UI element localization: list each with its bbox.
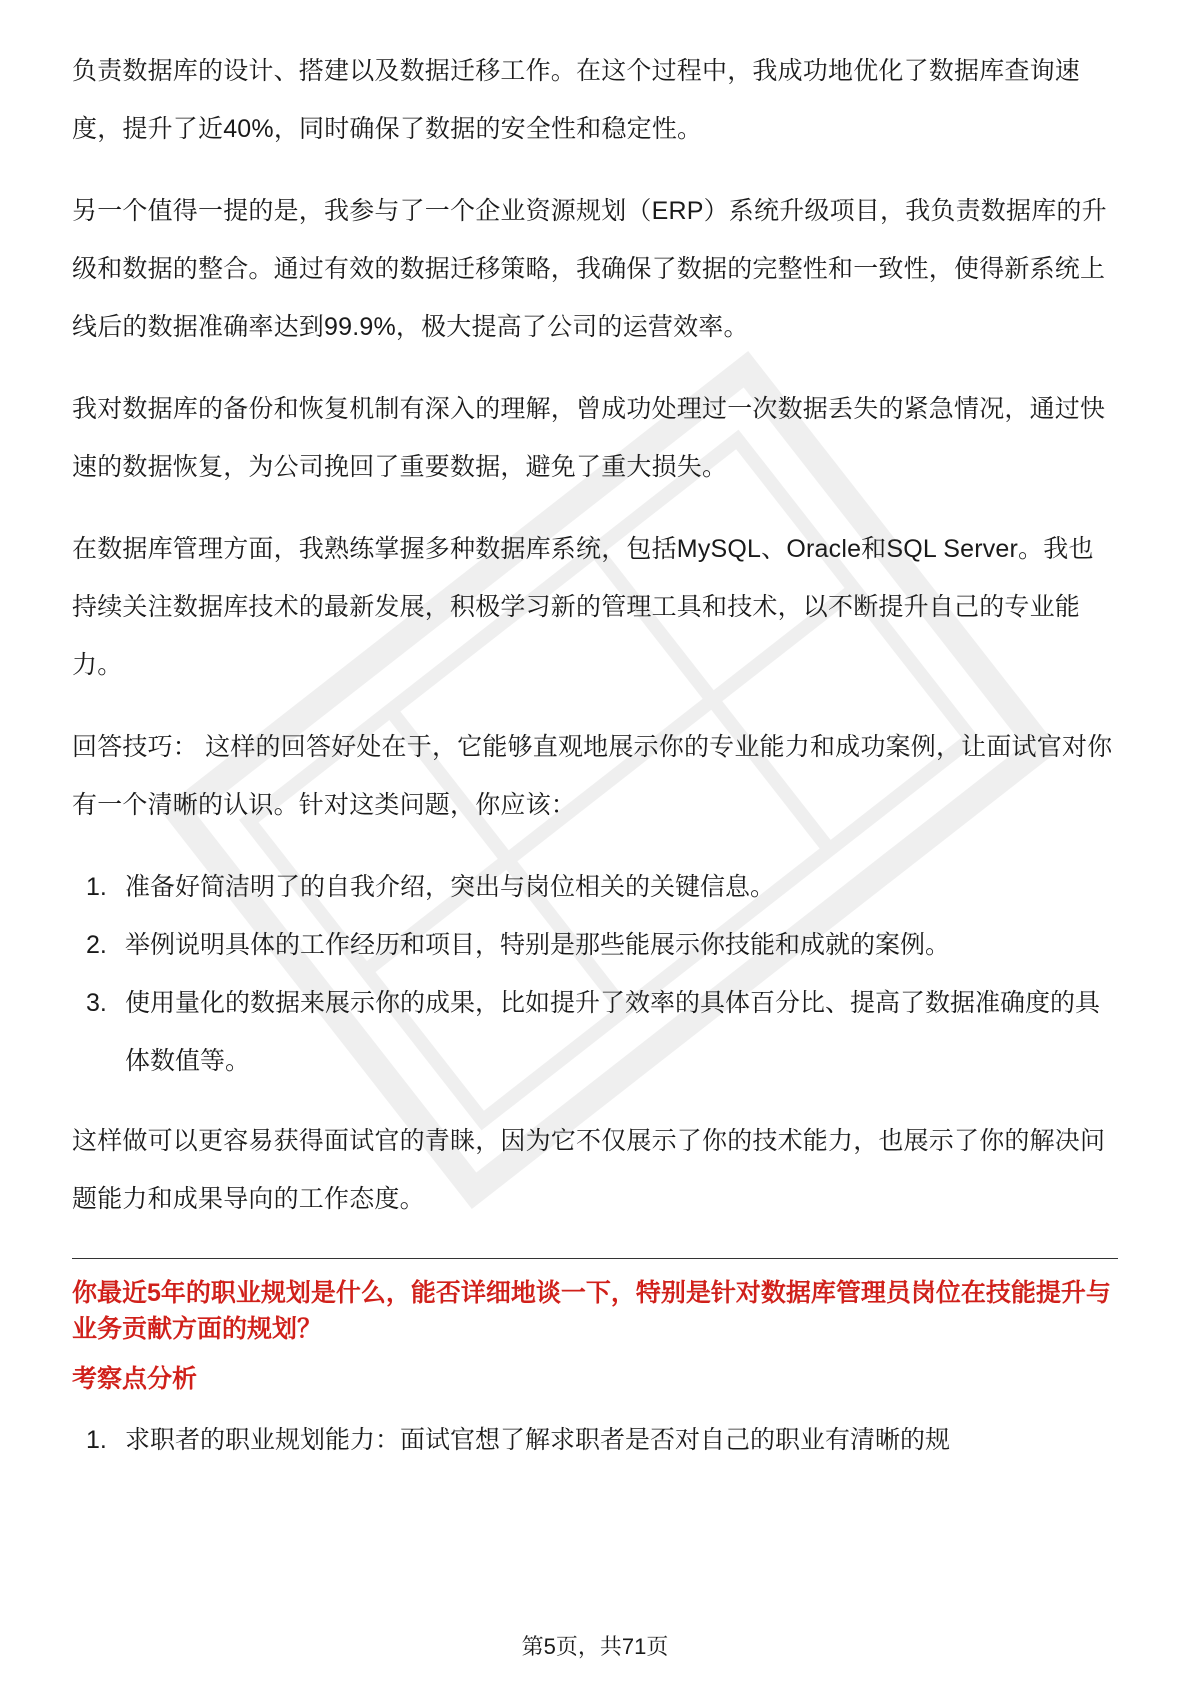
list-number: 3.: [86, 989, 107, 1017]
paragraph: 在数据库管理方面，我熟练掌握多种数据库系统，包括MySQL、Oracle和SQL Server。我也持续关注数据库技术的最新发展，积极学习新的管理工具和技术，以不断提升自己的专业能力。: [72, 535, 1094, 679]
section-divider: [72, 1258, 1118, 1259]
list-text: 求职者的职业规划能力：面试官想了解求职者是否对自己的职业有清晰的规: [125, 1426, 951, 1454]
list-text: 准备好简洁明了的自我介绍，突出与岗位相关的关键信息。: [125, 873, 776, 901]
list-item: [72, 858, 1118, 916]
list-number: 1.: [86, 873, 107, 901]
page-content: [72, 42, 1118, 1491]
analysis-list: [72, 1411, 1118, 1469]
list-item: [72, 974, 1118, 1090]
list-number: 1.: [86, 1426, 107, 1454]
list-text: 举例说明具体的工作经历和项目，特别是那些能展示你技能和成就的案例。: [125, 931, 951, 959]
list-item: [72, 916, 1118, 974]
list-number: 2.: [86, 931, 107, 959]
paragraph: 另一个值得一提的是，我参与了一个企业资源规划（ERP）系统升级项目，我负责数据库的升级和数据的整合。通过有效的数据迁移策略，我确保了数据的完整性和一致性，使得新系统上线后的数据准确率达到99.9%，极大提高了公司的运营效率。: [72, 197, 1107, 341]
list-text: 使用量化的数据来展示你的成果，比如提升了效率的具体百分比、提高了数据准确度的具体数值等。: [125, 989, 1101, 1075]
page-footer: 第5页，共71页: [521, 1634, 669, 1659]
paragraph: 负责数据库的设计、搭建以及数据迁移工作。在这个过程中，我成功地优化了数据库查询速度，提升了近40%，同时确保了数据的安全性和稳定性。: [72, 57, 1081, 143]
answer-tips-paragraph: 回答技巧： 这样的回答好处在于，它能够直观地展示你的专业能力和成功案例，让面试官对你有一个清晰的认识。针对这类问题，你应该：: [72, 733, 1113, 819]
question-title: 你最近5年的职业规划是什么，能否详细地谈一下，特别是针对数据库管理员岗位在技能提升与业务贡献方面的规划？: [72, 1279, 1111, 1343]
conclusion-paragraph: 这样做可以更容易获得面试官的青睐，因为它不仅展示了你的技术能力，也展示了你的解决问题能力和成果导向的工作态度。: [72, 1127, 1106, 1213]
tips-list: [72, 858, 1118, 1090]
list-item: [72, 1411, 1118, 1469]
analysis-heading: 考察点分析: [72, 1365, 198, 1393]
paragraph: 我对数据库的备份和恢复机制有深入的理解，曾成功处理过一次数据丢失的紧急情况，通过快速的数据恢复，为公司挽回了重要数据，避免了重大损失。: [72, 395, 1106, 481]
